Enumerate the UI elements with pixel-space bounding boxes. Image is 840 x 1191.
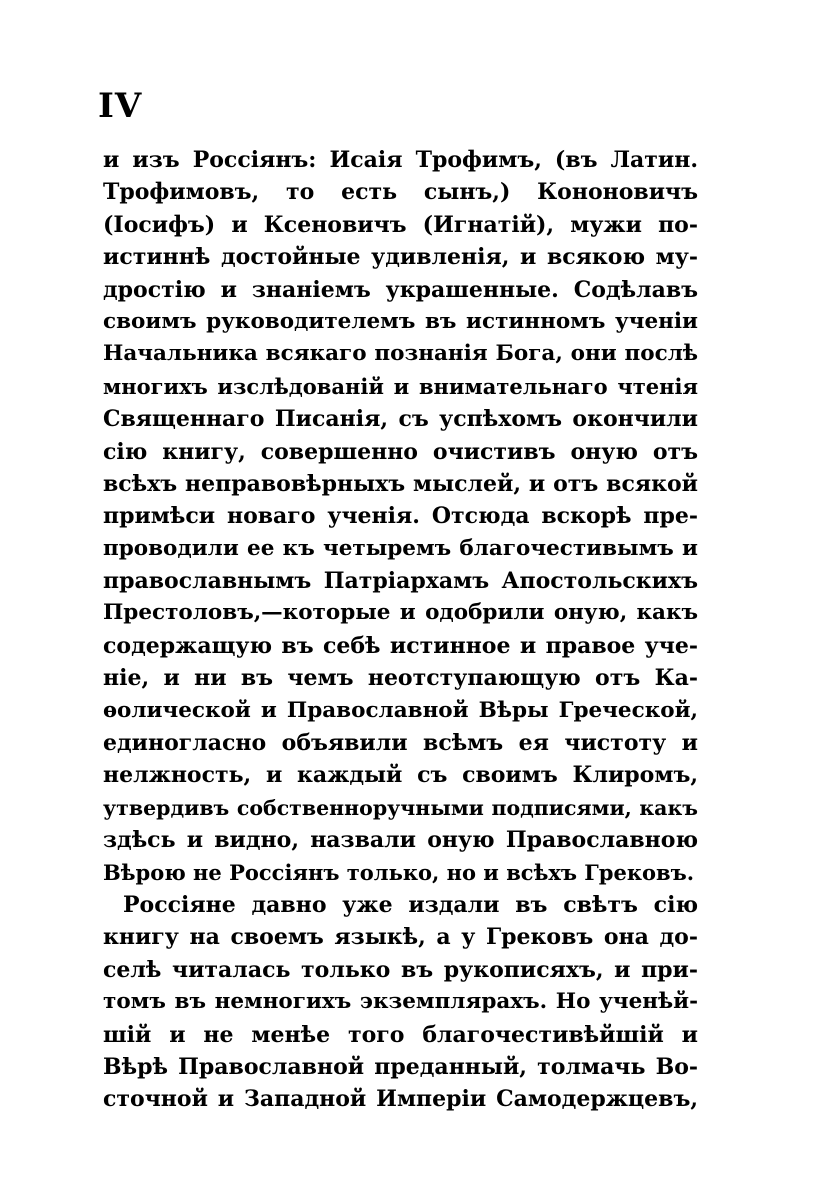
text-line: своимъ руководителемъ въ истинномъ ученіи: [103, 308, 698, 334]
text-line: православнымъ Патріархамъ Апостольскихъ: [103, 568, 698, 595]
text-line: многихъ изслѣдованій и внимательнаго чтенія: [103, 373, 698, 399]
text-line: здѣсь и видно, назвали оную Православною: [103, 827, 698, 854]
text-line: проводили ее къ четыремъ благочестивымъ и: [103, 535, 698, 561]
text-line: примѣси новаго ученія. Отсюда вскорѣ пре-: [103, 503, 698, 530]
text-line: сію книгу, совершенно очистивъ оную отъ: [103, 438, 698, 465]
paragraph-end-line: Вѣрою не Россіянъ только, но и всѣхъ Грековъ.: [103, 859, 695, 885]
text-line: нелжность, и каждый съ своимъ Клиромъ,: [103, 762, 698, 789]
text-line: Вѣрѣ Православной преданный, толмачь Во-: [103, 1053, 698, 1080]
text-line: книгу на своемъ языкѣ, а у Грековъ она до-: [103, 924, 698, 951]
text-line: содержащую въ себѣ истинное и правое уче-: [103, 632, 698, 659]
text-line: и изъ Россіянъ: Исаія Трофимъ, (въ Латин.: [103, 147, 698, 173]
text-line: ѳолической и Православной Вѣры Греческой,: [103, 697, 698, 723]
text-line: сточной и Западной Имперіи Самодержцевъ,: [103, 1086, 698, 1113]
text-line: Трофимовъ, то есть сынъ,) Кононовичъ: [103, 179, 698, 206]
text-line: Престоловъ,—которые и одобрили оную, какъ: [103, 600, 698, 626]
text-line: шій и не менѣе того благочестивѣйшій и: [103, 1021, 698, 1048]
paragraph-start-line: Россіяне давно уже издали въ свѣтъ сію: [123, 891, 698, 918]
text-line: Начальника всякаго познанія Бога, они послѣ: [103, 341, 698, 367]
text-line: дростію и знаніемъ украшенные. Содѣлавъ: [103, 276, 698, 303]
text-line: ніе, и ни въ чемъ неотступающую отъ Ка-: [103, 665, 698, 692]
text-line: Священнаго Писанія, съ успѣхомъ окончили: [103, 406, 698, 433]
text-line: утвердивъ собственноручными подписями, какъ: [103, 795, 698, 820]
text-line: томъ въ немногихъ экземплярахъ. Но ученѣй-: [103, 989, 698, 1015]
text-line: (Іосифъ) и Ксеновичъ (Игнатій), мужи по-: [103, 211, 698, 238]
text-line: селѣ читалась только въ рукописяхъ, и при-: [103, 956, 698, 983]
page-number: IV: [98, 86, 143, 126]
text-line: всѣхъ неправовѣрныхъ мыслей, и отъ всякой: [103, 470, 698, 497]
text-line: истиннѣ достойные удивленія, и всякою му-: [103, 244, 698, 271]
body-text: [103, 144, 698, 1116]
text-line: единогласно объявили всѣмъ ея чистоту и: [103, 730, 698, 757]
